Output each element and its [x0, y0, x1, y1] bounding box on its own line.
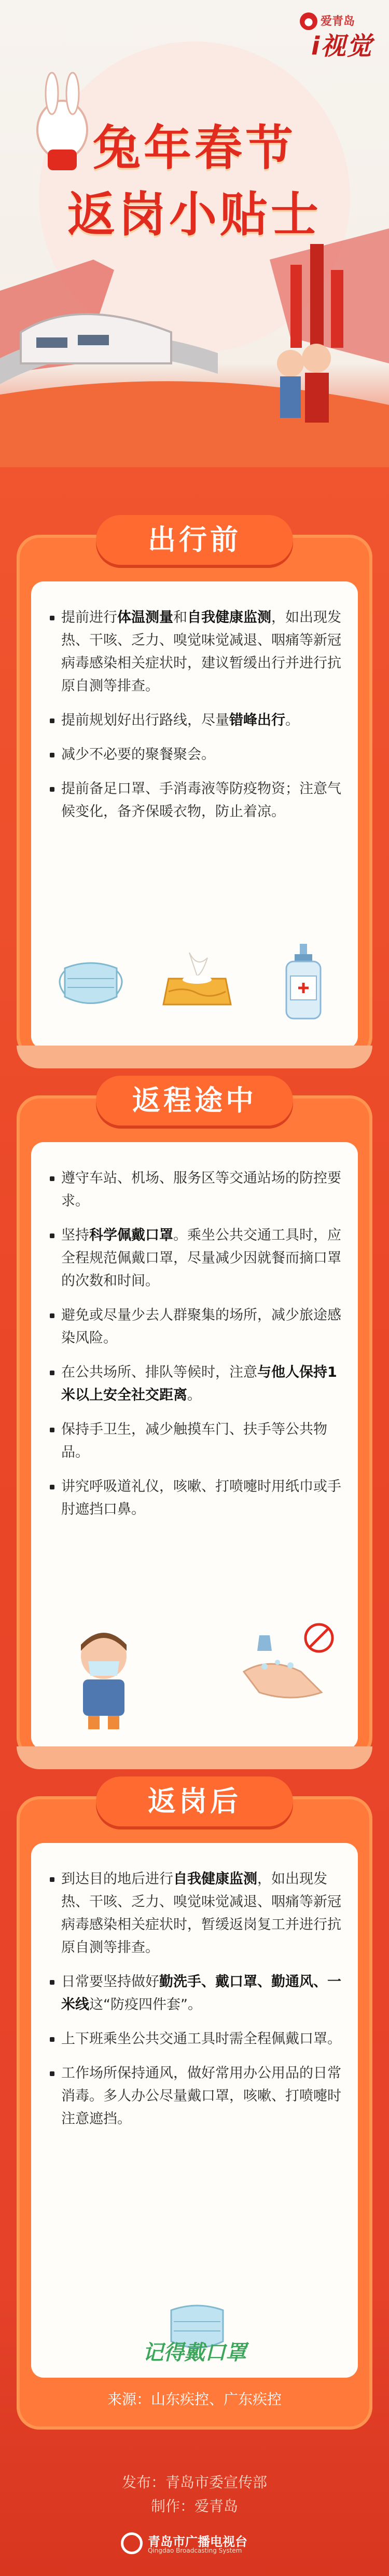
list-item: 保持手卫生，减少触摸车门、扶手等公共物品。 [50, 1418, 345, 1464]
tips-list [50, 1167, 345, 1533]
mask-reminder-text: 记得戴口罩 [143, 2341, 246, 2365]
broadcaster-logo [117, 2531, 272, 2560]
list-item: 讲究呼吸道礼仪，咳嗽、打喷嚏时用纸巾或手肘遮挡口鼻。 [50, 1475, 345, 1521]
brand-small-text: 爱青岛 [321, 15, 355, 28]
section-return-journey [17, 1084, 372, 1760]
list-item: 日常要坚持做好勤洗手、戴口罩、勤通风、一米线这“防疫四件套”。 [50, 1971, 345, 2016]
broadcaster-name-en: Qingdao Broadcasting System [148, 2547, 242, 2554]
list-item: 提前备足口罩、手消毒液等防疫物资；注意气候变化，备齐保暖衣物，防止着凉。 [50, 778, 345, 823]
broadcaster-name: 青岛市广播电视台 [148, 2534, 247, 2549]
list-item: 提前进行体温测量和自我健康监测，如出现发热、干咳、乏力、嗅觉味觉减退、咽痛等新冠病毒感染相关症状时，建议暂缓出行并进行抗原自测等排查。 [50, 606, 345, 698]
page-title-line1: 兔年春节 [92, 120, 296, 176]
section-before-travel [17, 523, 372, 1059]
tips-list [50, 606, 345, 835]
list-item: 提前规划好出行路线，尽量错峰出行。 [50, 709, 345, 732]
section-after-return [17, 1785, 372, 2430]
footer-producer: 制作：爱青岛 [150, 2498, 238, 2515]
list-item: 在公共场所、排队等候时，注意与他人保持1米以上安全社交距离。 [50, 1361, 345, 1407]
list-item: 遵守车站、机场、服务区等交通站场的防控要求。 [50, 1167, 345, 1213]
masked-child-illustration [52, 1620, 156, 1734]
list-item: 到达目的地后进行自我健康监测，如出现发热、干咳、乏力、嗅觉味觉减退、咽痛等新冠病毒感染相关症状时，暂缓返岗复工并进行抗原自测等排查。 [50, 1868, 345, 1959]
list-item: 避免或尽量少去人群聚集的场所，减少旅途感染风险。 [50, 1304, 345, 1350]
list-item: 坚持科学佩戴口罩。乘坐公共交通工具时，应全程规范佩戴口罩，尽量减少因就餐而摘口罩的次数和时间。 [50, 1224, 345, 1293]
section-title: 出行前 [148, 523, 241, 556]
brand-logo [300, 12, 378, 61]
section-title: 返程途中 [132, 1084, 257, 1117]
hand-washing-illustration [228, 1615, 348, 1734]
tips-card [31, 1142, 358, 1750]
section-title-pill [96, 1777, 293, 1826]
mask-icon [52, 955, 130, 1012]
source-note: 来源：山东疾控、广东疾控 [107, 2391, 282, 2408]
section-title-pill [96, 1076, 293, 1126]
list-item: 上下班乘坐公共交通工具时需全程佩戴口罩。 [50, 2028, 345, 2051]
section-bottom-bar [17, 1746, 372, 1769]
broadcaster-logo-icon [121, 2532, 143, 2554]
tips-card [31, 581, 358, 1049]
page-title-line2: 返岗小贴士 [67, 187, 322, 242]
section-title-pill [96, 515, 293, 565]
tips-list [50, 1868, 345, 2142]
sanitizer-bottle-icon [275, 940, 332, 1023]
brand-big-text: i视觉 [311, 32, 373, 61]
tips-card [31, 1843, 358, 2378]
brand-dot-icon: ● [300, 12, 317, 30]
list-item: 工作场所保持通风，做好常用办公用品的日常消毒。多人办公尽量戴口罩，咳嗽、打喷嚏时注意遮挡。 [50, 2062, 345, 2131]
tissue-box-icon [158, 947, 236, 1015]
footer-publisher: 发布：青岛市委宣传部 [121, 2474, 267, 2491]
section-title: 返岗后 [148, 1785, 241, 1818]
list-item: 减少不必要的聚餐聚会。 [50, 743, 345, 766]
section-bottom-bar [17, 1046, 372, 1068]
